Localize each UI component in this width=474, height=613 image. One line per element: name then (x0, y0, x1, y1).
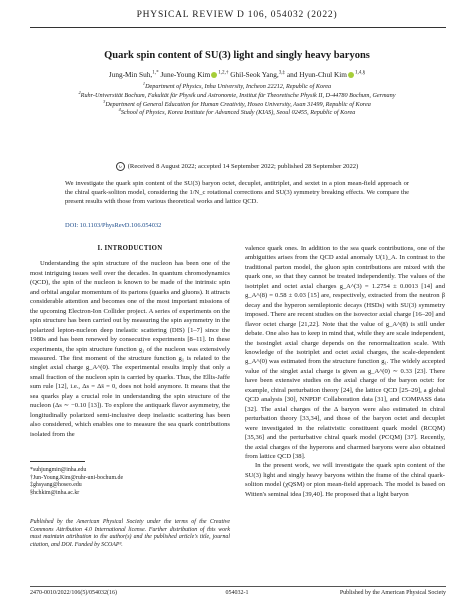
paper-title: Quark spin content of SU(3) light and singly heavy baryons (104, 50, 370, 61)
footnote-rule (30, 461, 85, 462)
left-column (30, 244, 230, 439)
author-name[interactable]: Ghil-Seok Yang, (230, 70, 279, 79)
body-paragraph: Understanding the spin structure of the nucleon has been one of the most intriguing issues well over the decades. In quantum chromodynamics (QCD), the spin of the nucleon is known to be made of the intrinsic spin and orbital angular momentum of its partons (quarks and gluons). It attracts considerable attention and becomes one of the most important missions of the upcoming Electron-Ion Collider project. A series of experiments on the spin structure has been carried out by measuring the spin asymmetry in the polarized lepton-nucleon deep inelastic scattering (DIS) [1–7] since the 1980s and has been renewed by consecutive experiments [8–11]. In these experiments, the spin structure function g₁ of the nucleon was extensively measured. The first moment of the structure function g₁ is related to the singlet axial charge g_A^(0). The experimental results imply that only a small fraction of the nucleon spin is carried by quarks. Thus, the Ellis-Jaffe sum rule [12], i.e., Δs = Δs̄ = 0, does not hold anymore. It means that the sea quarks play a crucial role in understanding the spin structure of the nucleon (Δs ∼ −0.10 [13]). To explore the antiquark flavor asymmetry, the longitudinally polarized semi-inclusive deep inelastic scattering has been also considered, which enables one to measure the sea quark contributions isolated from the (30, 260, 230, 438)
received-dates (0, 162, 474, 171)
body-paragraph: In the present work, we will investigate the quark spin content of the SU(3) light and singly heavy baryons within the frame of the chiral quark-soliton model (χQSM) or pion mean-field approach. The model is based on Witten's seminal idea [39,40]. He proposed that a light baryon (245, 462, 445, 498)
received-text: (Received 8 August 2022; accepted 14 September 2022; published 28 September 2022) (127, 163, 359, 171)
footer-rule (30, 586, 446, 587)
abstract: We investigate the quark spin content of the SU(3) baryon octet, decuplet, antitriplet, and sextet in a pion mean-field approach or the chiral quark-soliton model, considering the 1/N_c rotational corrections and SU(3) symmetry breaking effects. We compare the present results with those from various theoretical works and lattice QCD. (65, 180, 409, 205)
doi[interactable] (65, 222, 161, 229)
footer-publisher: Published by the American Physical Society (339, 590, 446, 596)
footnote-email[interactable]: ‡ghsyang@hoseo.edu (30, 482, 82, 489)
footnote-email[interactable]: †Jun-Young.Kim@ruhr-uni-bochum.de (30, 474, 124, 481)
footnotes (30, 467, 230, 497)
footnote-email[interactable]: §hchkim@inha.ac.kr (30, 489, 80, 496)
author-name[interactable]: Hyun-Chul Kim (299, 70, 347, 79)
body-paragraph: valence quark ones. In addition to the sea quark contributions, one of the ambiguities arises from the QCD axial anomaly U(1)_A. In contrast to the traditional parton model, the gluon spin contributions are mixed with the quark one, so that they cannot be treated independently. The values of the isotriplet and octet axial charges g_A^(3) = 1.2754 ± 0.0013 [14] and g_A^(8) = 0.58 ± 0.03 [15] are, respectively, extracted from the neutron β decay and the hyperon semileptonic decays (HSDs) with SU(3) symmetry imposed. There are recent studies on the isovector axial charge [16–20] and flavor octet charge [21,22]. Note that the value of g_A^(8) is still under debate. One also has to keep in mind that, while they are scale independent, the isosinglet axial charge depends on the renormalization scale. With knowledge of the isotriplet and octet axial charges, the scale-dependent g_A^(0) was estimated from the structure function g₁. The widely accepted value of the singlet axial charge is given as g_A^(0) ∼ 0.33 [23]. There have been extensive studies on the axial charge of the baryon octet: for example, chiral perturbation theory [24], the lattice QCD [25–29], a global QCD analysis [30], NNPDF Collaboration data [31], and COMPASS data [32]. The axial charges of the Δ baryon were also estimated in chiral perturbation theory [33,34], and those of the baryon octet and decuplet were investigated in the relativistic constituent quark model (RCQM) [35,36] and the perturbative chiral quark model (PCQM) [37]. Recently, the axial charges of the hyperons and charmed baryons were also obtained from lattice QCD [38]. (245, 245, 445, 460)
footnote-email[interactable]: *suhjungmin@inha.edu (30, 467, 87, 473)
affiliations (40, 80, 434, 118)
author-affil-marker: 3,‡ (278, 69, 286, 76)
author-conjunction: and (286, 70, 298, 79)
author-list (0, 70, 474, 79)
footer-page-number: 054032-1 (225, 590, 249, 596)
author-name[interactable]: Jung-Min Suh, (108, 70, 153, 79)
orcid-icon[interactable] (211, 72, 217, 78)
author-name[interactable]: June-Young Kim (160, 70, 211, 79)
header-rule (30, 27, 446, 28)
license-note: Published by the American Physical Society under the terms of the Creative Commons Attribution 4.0 International license. Further distribution of this work must maintain attribution to the author(s) and the published article's title, journal citation, and DOI. Funded by SCOAP³. (30, 519, 230, 548)
journal-header: PHYSICAL REVIEW D 106, 054032 (2022) (136, 10, 338, 20)
affiliation: $^4$School of Physics, Korea Institute for Advanced Study (KIAS), Seoul 02455, Republic of Korea (118, 107, 356, 117)
affiliation: $^2$Ruhr-Universität Bochum, Fakultät für Physik und Astronomie, Institut für Theoretische Physik II, D-44780 Bochum, Germany (78, 89, 396, 99)
affiliation: $^1$Department of Physics, Inha University, Incheon 22212, Republic of Korea (142, 80, 332, 90)
doi-link[interactable]: DOI: 10.1103/PhysRevD.106.054032 (65, 222, 162, 229)
author-affil-marker: 1,2,† (218, 69, 229, 76)
author-affil-marker: 1,* (152, 69, 159, 76)
check-for-updates-icon[interactable]: ↻ (116, 162, 125, 171)
affiliation: $^3$Department of General Education for Human Creativity, Hoseo University, Asan 31499, Republic of Korea (103, 98, 371, 108)
footer-issn: 2470-0010/2022/106(5)/054032(16) (30, 590, 117, 596)
orcid-icon[interactable] (348, 72, 354, 78)
section-heading: I. INTRODUCTION (97, 245, 163, 252)
right-column (245, 244, 445, 499)
author-affil-marker: 1,4,§ (354, 69, 366, 76)
